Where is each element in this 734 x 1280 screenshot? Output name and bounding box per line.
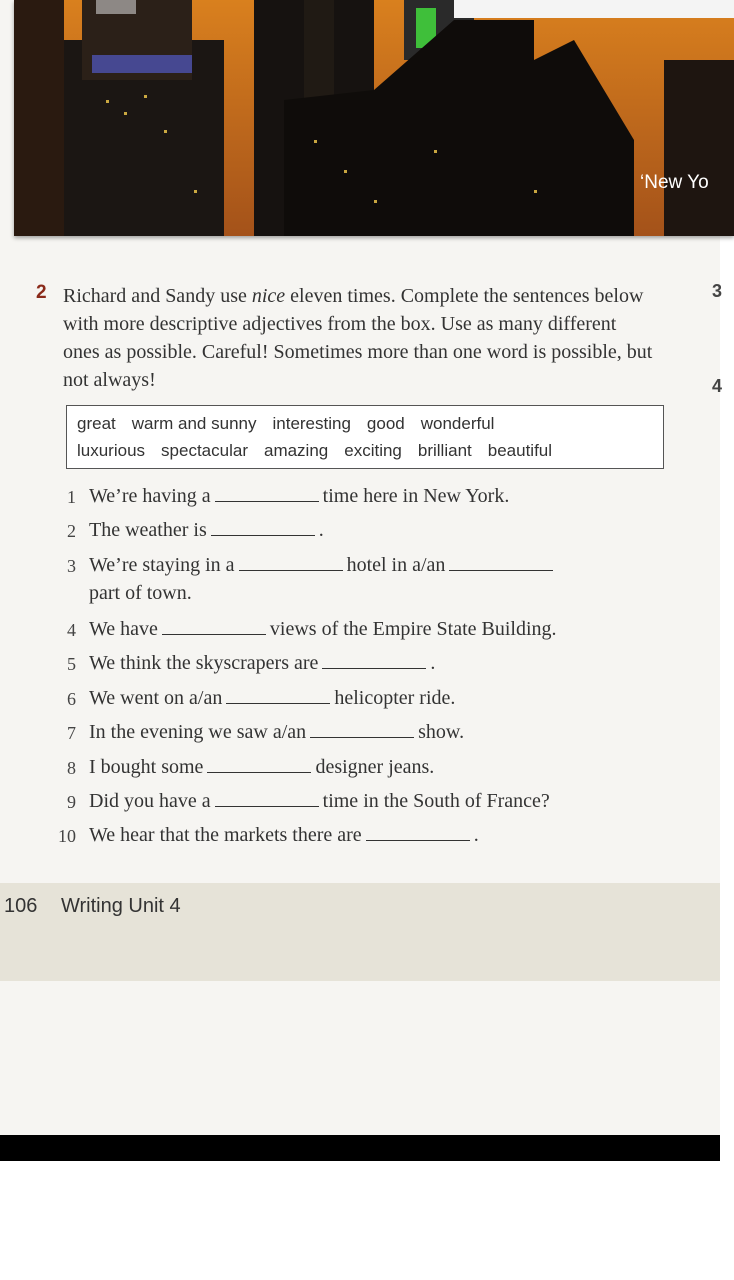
word: exciting [344,441,402,460]
sentence-text: We think the skyscrapers are [89,652,319,674]
word: interesting [272,414,351,433]
word: warm and sunny [131,414,257,433]
answer-blank[interactable] [215,790,319,807]
answer-blank[interactable] [207,756,311,773]
answer-blank[interactable] [449,554,553,571]
answer-blank[interactable] [211,519,315,536]
sentence-text: We’re having a [89,485,211,507]
sentence-7 [89,721,464,744]
sentence-text: . [318,519,324,541]
answer-blank[interactable] [310,721,414,738]
screen-bottom-bar [0,1135,720,1161]
sentence-number: 3 [67,556,76,576]
page-number: 106 [4,895,38,917]
next-exercise-mark: 3 [712,281,723,301]
word: great [77,414,116,433]
sentence-2 [89,519,324,542]
sentence-text: designer jeans. [315,756,435,778]
sentence-text: show. [418,721,465,743]
sentence-text: helicopter ride. [334,687,456,709]
sentence-text: We went on a/an [89,687,223,709]
answer-blank[interactable] [215,485,319,502]
sentence-text: views of the Empire State Building. [269,618,557,640]
sentence-text: Did you have a [89,790,211,812]
instructions-emphasis: nice [251,285,286,307]
sentence-9 [89,790,550,813]
answer-blank[interactable] [239,554,343,571]
sentence-4 [89,618,557,641]
unit-title: Writing Unit 4 [61,895,181,917]
sentence-1 [89,485,509,508]
word: good [366,414,405,433]
word: beautiful [487,441,553,460]
sentence-number: 4 [67,620,76,640]
answer-blank[interactable] [226,687,330,704]
sentence-text: . [430,652,436,674]
sentence-number: 5 [67,654,76,674]
sentence-number: 2 [67,521,76,541]
exercise-instructions [63,282,653,394]
word-box-row-2 [77,441,568,461]
adjective-word-box [66,405,664,469]
word: brilliant [417,441,472,460]
exercise-number: 2 [36,282,47,303]
answer-blank[interactable] [322,652,426,669]
sentence-text: time here in New York. [322,485,510,507]
sentence-text: The weather is [89,519,207,541]
answer-blank[interactable] [366,824,470,841]
word: amazing [263,441,329,460]
sentence-number: 9 [67,792,76,812]
sentence-number: 1 [67,487,76,507]
photo-caption: ‘New Yo [640,172,709,193]
sentence-text: We hear that the markets there are [89,824,362,846]
sentence-text: time in the South of France? [322,790,550,812]
sentence-text: We have [89,618,158,640]
sentence-text: We’re staying in a [89,554,235,576]
sentence-number: 6 [67,689,76,709]
sentence-text: . [473,824,479,846]
sentence-6 [89,687,455,710]
sentence-number: 7 [67,723,76,743]
word: spectacular [161,441,248,460]
instructions-text-start: Richard and Sandy use [63,285,252,307]
sentence-8 [89,756,434,779]
sentence-number: 8 [67,758,76,778]
sentence-text: I bought some [89,756,204,778]
sentence-text: hotel in a/an [346,554,446,576]
next-exercise-mark: 4 [712,376,723,396]
instructions-text-end: eleven times. Complete the sentences below with more descriptive adjectives from the box. Use as many different ones as possible. Careful! Sometimes more than one word is possible, but not always! [63,285,653,391]
word: luxurious [77,441,146,460]
sentence-number: 10 [58,826,76,846]
word: wonderful [420,414,495,433]
word-box-row-1 [77,414,510,434]
skyline-illustration [14,0,734,236]
sentence-10 [89,824,479,847]
answer-blank[interactable] [162,618,266,635]
sentence-3-continuation: part of town. [89,582,192,604]
sentence-5 [89,652,435,675]
new-york-skyline-photo [14,0,734,236]
sentence-3 [89,554,557,577]
sentence-text: In the evening we saw a/an [89,721,307,743]
